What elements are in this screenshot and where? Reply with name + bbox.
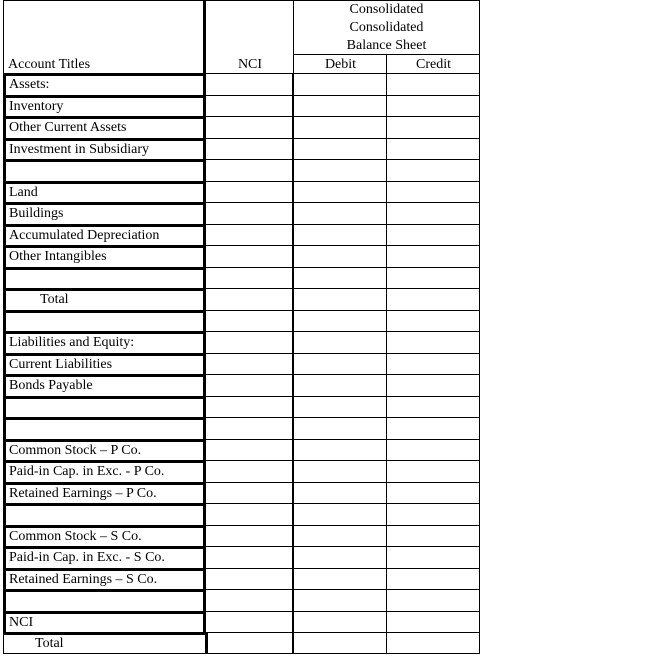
debit-cell[interactable]	[294, 417, 387, 439]
nci-cell[interactable]	[206, 482, 294, 504]
credit-cell[interactable]	[387, 288, 480, 310]
nci-cell[interactable]	[206, 224, 294, 246]
credit-cell[interactable]	[387, 611, 480, 633]
credit-cell[interactable]	[387, 95, 480, 117]
debit-cell[interactable]	[294, 310, 387, 332]
credit-cell[interactable]	[387, 460, 480, 482]
nci-column-label: NCI	[237, 57, 263, 72]
account-title-cell: Retained Earnings – P Co.	[3, 482, 206, 504]
nci-cell[interactable]	[206, 589, 294, 611]
credit-cell[interactable]	[387, 138, 480, 160]
debit-cell[interactable]	[294, 95, 387, 117]
debit-cell[interactable]	[294, 159, 387, 181]
credit-cell[interactable]	[387, 116, 480, 138]
debit-cell[interactable]	[294, 202, 387, 224]
debit-cell[interactable]	[294, 589, 387, 611]
debit-cell[interactable]	[294, 267, 387, 289]
nci-cell[interactable]	[206, 202, 294, 224]
consolidation-worksheet	[3, 0, 479, 651]
credit-cell[interactable]	[387, 245, 480, 267]
nci-cell[interactable]	[206, 417, 294, 439]
credit-cell[interactable]	[387, 159, 480, 181]
nci-cell[interactable]	[206, 245, 294, 267]
credit-cell[interactable]	[387, 267, 480, 289]
debit-cell[interactable]	[294, 288, 387, 310]
account-title-cell	[3, 417, 206, 439]
debit-cell[interactable]	[294, 396, 387, 418]
debit-cell[interactable]	[294, 374, 387, 396]
credit-cell[interactable]	[387, 503, 480, 525]
account-title-cell: Liabilities and Equity:	[3, 331, 206, 353]
account-title-cell: Paid-in Cap. in Exc. - S Co.	[3, 546, 206, 568]
account-title-cell	[3, 589, 206, 611]
credit-cell[interactable]	[387, 374, 480, 396]
debit-cell[interactable]	[294, 632, 387, 654]
account-title-cell: NCI	[3, 611, 206, 633]
credit-cell[interactable]	[387, 589, 480, 611]
debit-cell[interactable]	[294, 224, 387, 246]
account-title-cell: Current Liabilities	[3, 353, 206, 375]
credit-cell[interactable]	[387, 331, 480, 353]
credit-cell[interactable]	[387, 73, 480, 95]
credit-cell[interactable]	[387, 525, 480, 547]
credit-cell[interactable]	[387, 546, 480, 568]
account-title-cell: Accumulated Depreciation	[3, 224, 206, 246]
nci-cell[interactable]	[206, 460, 294, 482]
credit-cell[interactable]	[387, 632, 480, 654]
account-title-cell	[3, 503, 206, 525]
credit-cell[interactable]	[387, 396, 480, 418]
debit-column-label: Debit	[324, 57, 357, 72]
account-title-cell: Other Intangibles	[3, 245, 206, 267]
account-titles-label: Account Titles	[8, 57, 91, 72]
credit-cell[interactable]	[387, 224, 480, 246]
debit-cell[interactable]	[294, 439, 387, 461]
nci-cell[interactable]	[206, 611, 294, 633]
debit-cell[interactable]	[294, 611, 387, 633]
debit-cell[interactable]	[294, 116, 387, 138]
nci-cell[interactable]	[206, 331, 294, 353]
account-title-cell	[3, 310, 206, 332]
nci-cell[interactable]	[206, 632, 294, 654]
account-title-cell: Assets:	[3, 73, 206, 95]
account-title-cell	[3, 159, 206, 181]
account-title-cell: Common Stock – S Co.	[3, 525, 206, 547]
account-title-cell: Paid-in Cap. in Exc. - P Co.	[3, 460, 206, 482]
account-title-cell: Land	[3, 181, 206, 203]
credit-cell[interactable]	[387, 482, 480, 504]
debit-cell[interactable]	[294, 245, 387, 267]
debit-cell[interactable]	[294, 138, 387, 160]
credit-cell[interactable]	[387, 568, 480, 590]
consolidated-heading-line-2: Consolidated	[349, 20, 424, 35]
debit-cell[interactable]	[294, 353, 387, 375]
account-title-cell	[3, 396, 206, 418]
worksheet-header	[3, 0, 479, 73]
credit-cell[interactable]	[387, 202, 480, 224]
credit-column-label: Credit	[416, 57, 451, 72]
debit-cell[interactable]	[294, 546, 387, 568]
nci-cell[interactable]	[206, 374, 294, 396]
account-title-cell	[3, 267, 206, 289]
nci-cell[interactable]	[206, 353, 294, 375]
nci-cell[interactable]	[206, 95, 294, 117]
credit-cell[interactable]	[387, 353, 480, 375]
nci-cell[interactable]	[206, 568, 294, 590]
debit-cell[interactable]	[294, 525, 387, 547]
account-title-cell: Total	[3, 288, 206, 310]
debit-cell[interactable]	[294, 482, 387, 504]
debit-cell[interactable]	[294, 460, 387, 482]
nci-cell[interactable]	[206, 159, 294, 181]
debit-cell[interactable]	[294, 568, 387, 590]
account-title-cell: Inventory	[3, 95, 206, 117]
nci-cell[interactable]	[206, 310, 294, 332]
account-title-cell: Total	[3, 632, 206, 654]
account-title-cell: Common Stock – P Co.	[3, 439, 206, 461]
nci-cell[interactable]	[206, 546, 294, 568]
credit-cell[interactable]	[387, 417, 480, 439]
nci-cell[interactable]	[206, 439, 294, 461]
debit-cell[interactable]	[294, 73, 387, 95]
nci-cell[interactable]	[206, 138, 294, 160]
nci-cell[interactable]	[206, 503, 294, 525]
balance-sheet-heading: Balance Sheet	[346, 38, 427, 53]
account-title-cell: Other Current Assets	[3, 116, 206, 138]
consolidated-balance-sheet-header	[294, 0, 480, 55]
nci-cell[interactable]	[206, 288, 294, 310]
credit-cell[interactable]	[387, 310, 480, 332]
consolidated-heading-line-1: Consolidated	[349, 2, 424, 17]
credit-cell[interactable]	[387, 181, 480, 203]
account-title-cell: Bonds Payable	[3, 374, 206, 396]
debit-cell[interactable]	[294, 331, 387, 353]
nci-cell[interactable]	[206, 267, 294, 289]
debit-cell[interactable]	[294, 503, 387, 525]
debit-cell[interactable]	[294, 181, 387, 203]
account-title-cell: Investment in Subsidiary	[3, 138, 206, 160]
nci-cell[interactable]	[206, 396, 294, 418]
account-title-cell: Retained Earnings – S Co.	[3, 568, 206, 590]
nci-cell[interactable]	[206, 181, 294, 203]
nci-cell[interactable]	[206, 73, 294, 95]
account-title-cell: Buildings	[3, 202, 206, 224]
nci-cell[interactable]	[206, 525, 294, 547]
credit-cell[interactable]	[387, 439, 480, 461]
nci-cell[interactable]	[206, 116, 294, 138]
